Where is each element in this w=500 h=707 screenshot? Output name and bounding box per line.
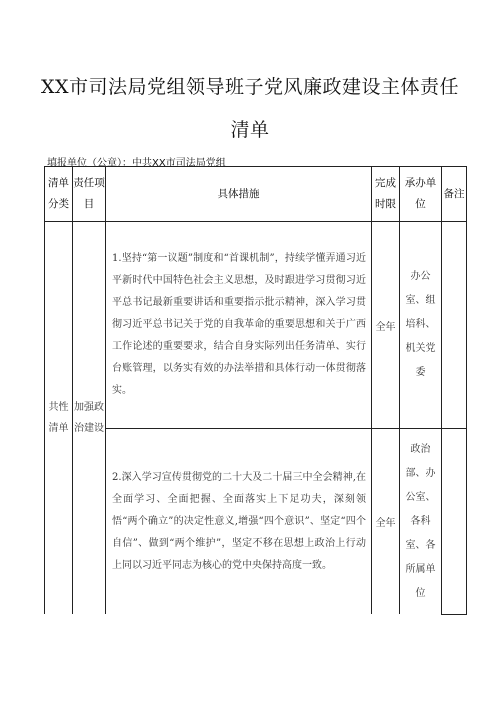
table-row [45, 429, 467, 615]
table-row [45, 222, 467, 429]
header-item: 责任项目 [73, 167, 106, 222]
remarks-cell [442, 222, 467, 429]
document-title-line-1: XX市司法局党组领导班子党风廉政建设主体责任 [40, 76, 460, 98]
unit-cell: 政治部、办公室、各科室、各所属单位 [400, 429, 442, 615]
header-category: 清单分类 [45, 167, 73, 222]
deadline-cell: 全年 [372, 429, 400, 615]
table-header-row [45, 167, 467, 222]
unit-cell: 办公室、组培科、机关党委 [400, 222, 442, 429]
filing-unit-label: 填报单位（公章）：中共XX市司法局党组 [47, 158, 226, 169]
deadline-cell: 全年 [372, 222, 400, 429]
remarks-cell [442, 429, 467, 615]
header-measures: 具体措施 [106, 167, 372, 222]
measure-cell: 1.坚持“第一议题”制度和“首课机制”，持续学懂弄通习近平新时代中国特色社会主义思想，及时跟进学习贯彻习近平总书记最新重要讲话和重要指示批示精神，深入学习贯彻习近平总书记关于党的自我革命的重要思想和关于广西工作论述的重要要求，结合自身实际列出任务清单、实行台账管理，以务实有效的办法举措和具体行动一体贯彻落实。 [106, 222, 372, 429]
item-cell: 加强政治建设 [73, 222, 106, 615]
header-deadline: 完成时限 [372, 167, 400, 222]
responsibility-table [44, 166, 467, 615]
measure-cell: 2.深入学习宣传贯彻党的二十大及二十届三中全会精神,在全面学习、全面把握、全面落实上下足功夫，深刻领悟“两个确立”的决定性意义,增强“四个意识”、坚定“四个自信”、做到“两个维护”，坚定不移在思想上政治上行动上同以习近平同志为核心的党中央保持高度一致。 [106, 429, 372, 615]
category-cell: 共性清单 [45, 222, 73, 615]
header-remarks: 备注 [442, 167, 467, 222]
header-unit: 承办单位 [400, 167, 442, 222]
document-title-line-2: 清单 [230, 119, 270, 141]
